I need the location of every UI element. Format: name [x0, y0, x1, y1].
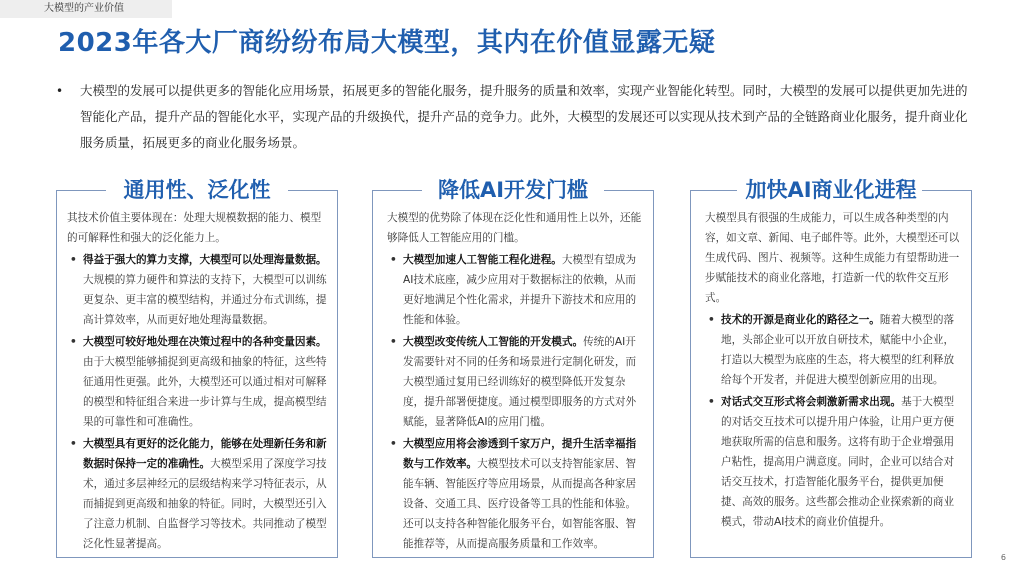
card-title: 降低AI开发门槛 [430, 174, 596, 204]
item-text: 大规模的算力硬件和算法的支持下，大模型可以训练更复杂、更丰富的模型结构，并通过分布式训练，提高计算效率，从而更好地处理海量数据。 [83, 274, 327, 326]
card-body [67, 208, 329, 556]
item-heading: 大模型改变传统人工智能的开发模式。 [403, 336, 584, 348]
item-text: 由于大模型能够捕捉到更高级和抽象的特征，这些特征通用性更强。此外，大模型还可以通过相对可解释的模型和特征组合来进一步计算与生成，提高模型结果的可靠性和可准确性。 [83, 356, 327, 428]
bullet-icon: • [390, 254, 397, 266]
card-title: 加快AI商业化进程 [737, 174, 924, 204]
bullet-icon: • [708, 396, 715, 408]
card-body [705, 208, 963, 534]
list-item [387, 250, 645, 330]
item-heading: 大模型加速人工智能工程化进程。 [403, 254, 562, 266]
bullet-icon: • [56, 84, 64, 98]
item-text: 大模型技术可以支持智能家居、智能车辆、智能医疗等应用场景，从而提高各种家居设备、交通工具、医疗设备等工具的性能和体验。还可以支持各种智能化服务平台，如智能客服、智能推荐等，从而提高服务质量和工作效率。 [403, 458, 637, 550]
bullet-icon: • [390, 438, 397, 450]
list-item [387, 332, 645, 432]
bullet-icon: • [390, 336, 397, 348]
page-number: 6 [1000, 553, 1006, 562]
item-heading: 大模型应用将会渗透到千家万户，提升生活幸福指数与工作效率。 [403, 438, 637, 470]
bullet-icon: • [70, 438, 77, 450]
item-text: 传统的AI开发需要针对不同的任务和场景进行定制化研发，而大模型通过复用已经训练好的模型降低开发复杂度，提升部署便捷度。通过模型即服务的方式对外赋能，显著降低AI的应用门槛。 [403, 336, 637, 428]
card-intro: 大模型的优势除了体现在泛化性和通用性上以外，还能够降低人工智能应用的门槛。 [387, 212, 642, 244]
bullet-icon: • [70, 254, 77, 266]
list-item [67, 250, 329, 330]
card-list [67, 250, 329, 554]
intro-text: 大模型的发展可以提供更多的智能化应用场景，拓展更多的智能化服务，提升服务的质量和效率，实现产业智能化转型。同时，大模型的发展可以提供更加先进的智能化产品，提升产品的智能化水平，实现产品的升级换代，提升产品的竞争力。此外，大模型的发展还可以实现从技术到产品的全链路商业化服务，提升商业化服务质量，拓展更多的商业化服务场景。 [80, 83, 968, 150]
item-text: 大模型采用了深度学习技术，通过多层神经元的层级结构来学习特征表示，从而捕捉到更高级和抽象的特征。同时，大模型还引入了注意力机制、自监督学习等技术。共同推动了模型泛化性显著提高。 [83, 458, 327, 550]
bullet-icon: • [70, 336, 77, 348]
list-item [67, 434, 329, 554]
card-body [387, 208, 645, 556]
card-intro: 其技术价值主要体现在：处理大规模数据的能力、模型的可解释性和强大的泛化能力上。 [67, 212, 322, 244]
card-lower-threshold [372, 178, 654, 558]
list-item [387, 434, 645, 554]
item-heading: 大模型可较好地处理在决策过程中的各种变量因素。 [83, 336, 327, 348]
list-item [67, 332, 329, 432]
section-tag: 大模型的产业价值 [0, 0, 172, 18]
card-generalization [56, 178, 338, 558]
intro-paragraph [56, 78, 976, 156]
card-list [705, 310, 963, 532]
list-item [705, 310, 963, 390]
item-text: 基于大模型的对话交互技术可以提升用户体验，让用户更方便地获取所需的信息和服务。这将有助于企业增强用户粘性，提高用户满意度。同时，企业可以结合对话交互技术，打造智能化服务平台，提供更加便捷、高效的服务。这些都会推动企业探索新的商业模式，带动AI技术的商业价值提升。 [721, 396, 955, 528]
item-text: 随着大模型的落地，头部企业可以开放自研技术，赋能中小企业，打造以大模型为底座的生态，将大模型的红利释放给每个开发者，并促进大模型创新应用的出现。 [721, 314, 955, 386]
item-text: 大模型有望成为AI技术底座，减少应用对于数据标注的依赖，从而更好地满足个性化需求，并提升下游技术和应用的性能和体验。 [403, 254, 637, 326]
list-item [705, 392, 963, 532]
item-heading: 大模型具有更好的泛化能力，能够在处理新任务和新数据时保持一定的准确性。 [83, 438, 327, 470]
item-heading: 技术的开源是商业化的路径之一。 [721, 314, 880, 326]
card-list [387, 250, 645, 554]
card-intro: 大模型具有很强的生成能力，可以生成各种类型的内容，如文章、新闻、电子邮件等。此外，大模型还可以生成代码、图片、视频等。这种生成能力有望帮助进一步赋能技术的商业化落地，打造新一代的软件交互形式。 [705, 212, 960, 304]
card-commercialization [690, 178, 972, 558]
item-heading: 得益于强大的算力支撑，大模型可以处理海量数据。 [83, 254, 327, 266]
page-title: 2023年各大厂商纷纷布局大模型，其内在价值显露无疑 [58, 28, 716, 58]
item-heading: 对话式交互形式将会刺激新需求出现。 [721, 396, 902, 408]
bullet-icon: • [708, 314, 715, 326]
card-title: 通用性、泛化性 [116, 174, 279, 204]
